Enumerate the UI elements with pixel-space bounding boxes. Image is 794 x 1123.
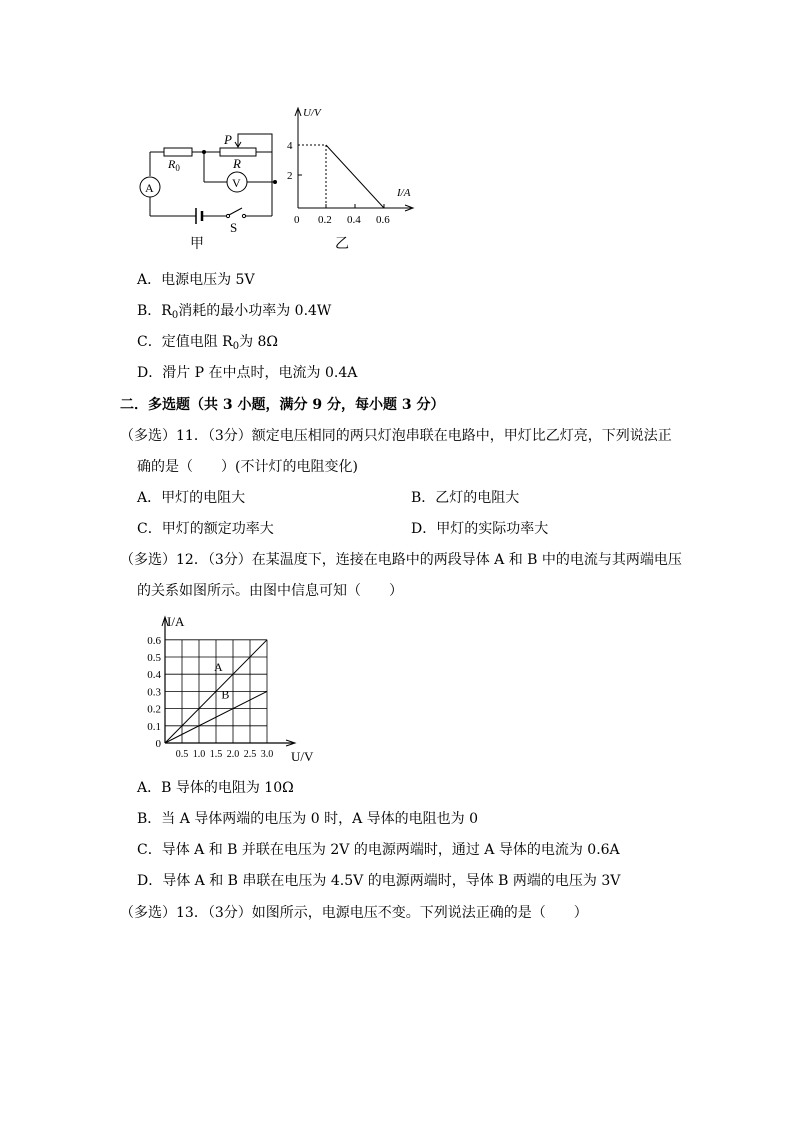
graph-yi bbox=[283, 102, 423, 252]
graph-y-tick: 2 bbox=[287, 170, 293, 182]
q12-chart bbox=[140, 612, 330, 770]
q12-option-c: C．导体 A 和 B 并联在电压为 2V 的电源两端时，通过 A 导体的电流为 0.6A bbox=[137, 842, 620, 858]
y-tick-label: 0.5 bbox=[147, 652, 161, 664]
rheostat-label: R bbox=[233, 156, 241, 171]
rheostat-r bbox=[220, 148, 256, 156]
graph-y-axis-label: U/V bbox=[303, 107, 321, 119]
q10-option-c: C．定值电阻 $R_0$为 8Ω bbox=[137, 334, 279, 352]
y-tick-label: 0.4 bbox=[147, 669, 161, 682]
graph-x-tick: 0.4 bbox=[347, 214, 361, 226]
r0-label: $R_0$ bbox=[168, 157, 180, 173]
q11-option-a: A．甲灯的电阻大 bbox=[137, 490, 246, 506]
q12-option-a: A．B 导体的电阻为 10Ω bbox=[137, 780, 294, 796]
x-tick-label: 1.0 bbox=[192, 749, 206, 760]
y-axis-label: I/A bbox=[167, 614, 185, 629]
graph-x-tick: 0.2 bbox=[318, 214, 332, 226]
y-tick-label: 0.1 bbox=[147, 720, 161, 733]
q11-option-d: D．甲灯的实际功率大 bbox=[411, 521, 549, 537]
switch-label: S bbox=[230, 220, 238, 235]
q11-option-c: C．甲灯的额定功率大 bbox=[137, 521, 274, 537]
q12-option-b: B．当 A 导体两端的电压为 0 时，A 导体的电阻也为 0 bbox=[137, 811, 479, 827]
y-tick-label: 0.6 bbox=[147, 634, 161, 647]
q13-stem-line1: （多选）13．（3分）如图所示，电源电压不变。下列说法正确的是（ ） bbox=[120, 905, 588, 921]
q12-stem-line2: 的关系如图所示。由图中信息可知（ ） bbox=[137, 583, 403, 599]
ammeter-label: A bbox=[145, 181, 154, 195]
graph-caption: 乙 bbox=[335, 237, 349, 252]
q11-option-b: B．乙灯的电阻大 bbox=[411, 490, 520, 506]
q10-option-d: D．滑片 P 在中点时，电流为 0.4A bbox=[137, 365, 358, 381]
x-tick-label: 0.5 bbox=[175, 749, 189, 760]
graph-x-tick: 0 bbox=[294, 214, 300, 226]
section-title: 二．多选题（共 3 小题，满分 9 分，每小题 3 分） bbox=[120, 397, 445, 413]
q12-stem-line1: （多选）12．（3分）在某温度下，连接在电路中的两段导体 A 和 B 中的电流与其两端电压 bbox=[120, 552, 682, 568]
q11-stem-line2: 确的是（ ）(不计灯的电阻变化) bbox=[137, 459, 358, 475]
q12-option-d: D．导体 A 和 B 串联在电压为 4.5V 的电源两端时，导体 B 两端的电压为 3V bbox=[137, 873, 621, 889]
x-tick-label: 2.5 bbox=[243, 749, 257, 760]
y-tick-label: 0 bbox=[155, 738, 161, 750]
slider-label: P bbox=[224, 132, 232, 147]
graph-x-axis-label: I/A bbox=[397, 187, 411, 199]
voltmeter-label: V bbox=[232, 176, 241, 190]
x-tick-label: 2.0 bbox=[226, 749, 240, 760]
resistor-r0 bbox=[164, 148, 192, 156]
x-axis-label: U/V bbox=[291, 749, 314, 764]
y-tick-label: 0.2 bbox=[147, 703, 161, 716]
circuit-diagram bbox=[130, 128, 290, 252]
x-tick-label: 3.0 bbox=[260, 749, 274, 760]
series-label-a: A bbox=[214, 659, 223, 674]
x-tick-label: 1.5 bbox=[209, 749, 223, 760]
q11-stem-line1: （多选）11．（3分）额定电压相同的两只灯泡串联在电路中，甲灯比乙灯亮，下列说法正 bbox=[120, 428, 672, 444]
circuit-caption: 甲 bbox=[190, 237, 204, 252]
graph-x-tick: 0.6 bbox=[376, 214, 390, 226]
series-label-b: B bbox=[221, 687, 230, 702]
y-tick-label: 0.3 bbox=[147, 686, 161, 699]
q10-option-b: B．$R_0$消耗的最小功率为 0.4W bbox=[137, 303, 332, 321]
q10-option-a: A．电源电压为 5V bbox=[137, 272, 255, 288]
graph-y-tick: 4 bbox=[287, 140, 293, 152]
